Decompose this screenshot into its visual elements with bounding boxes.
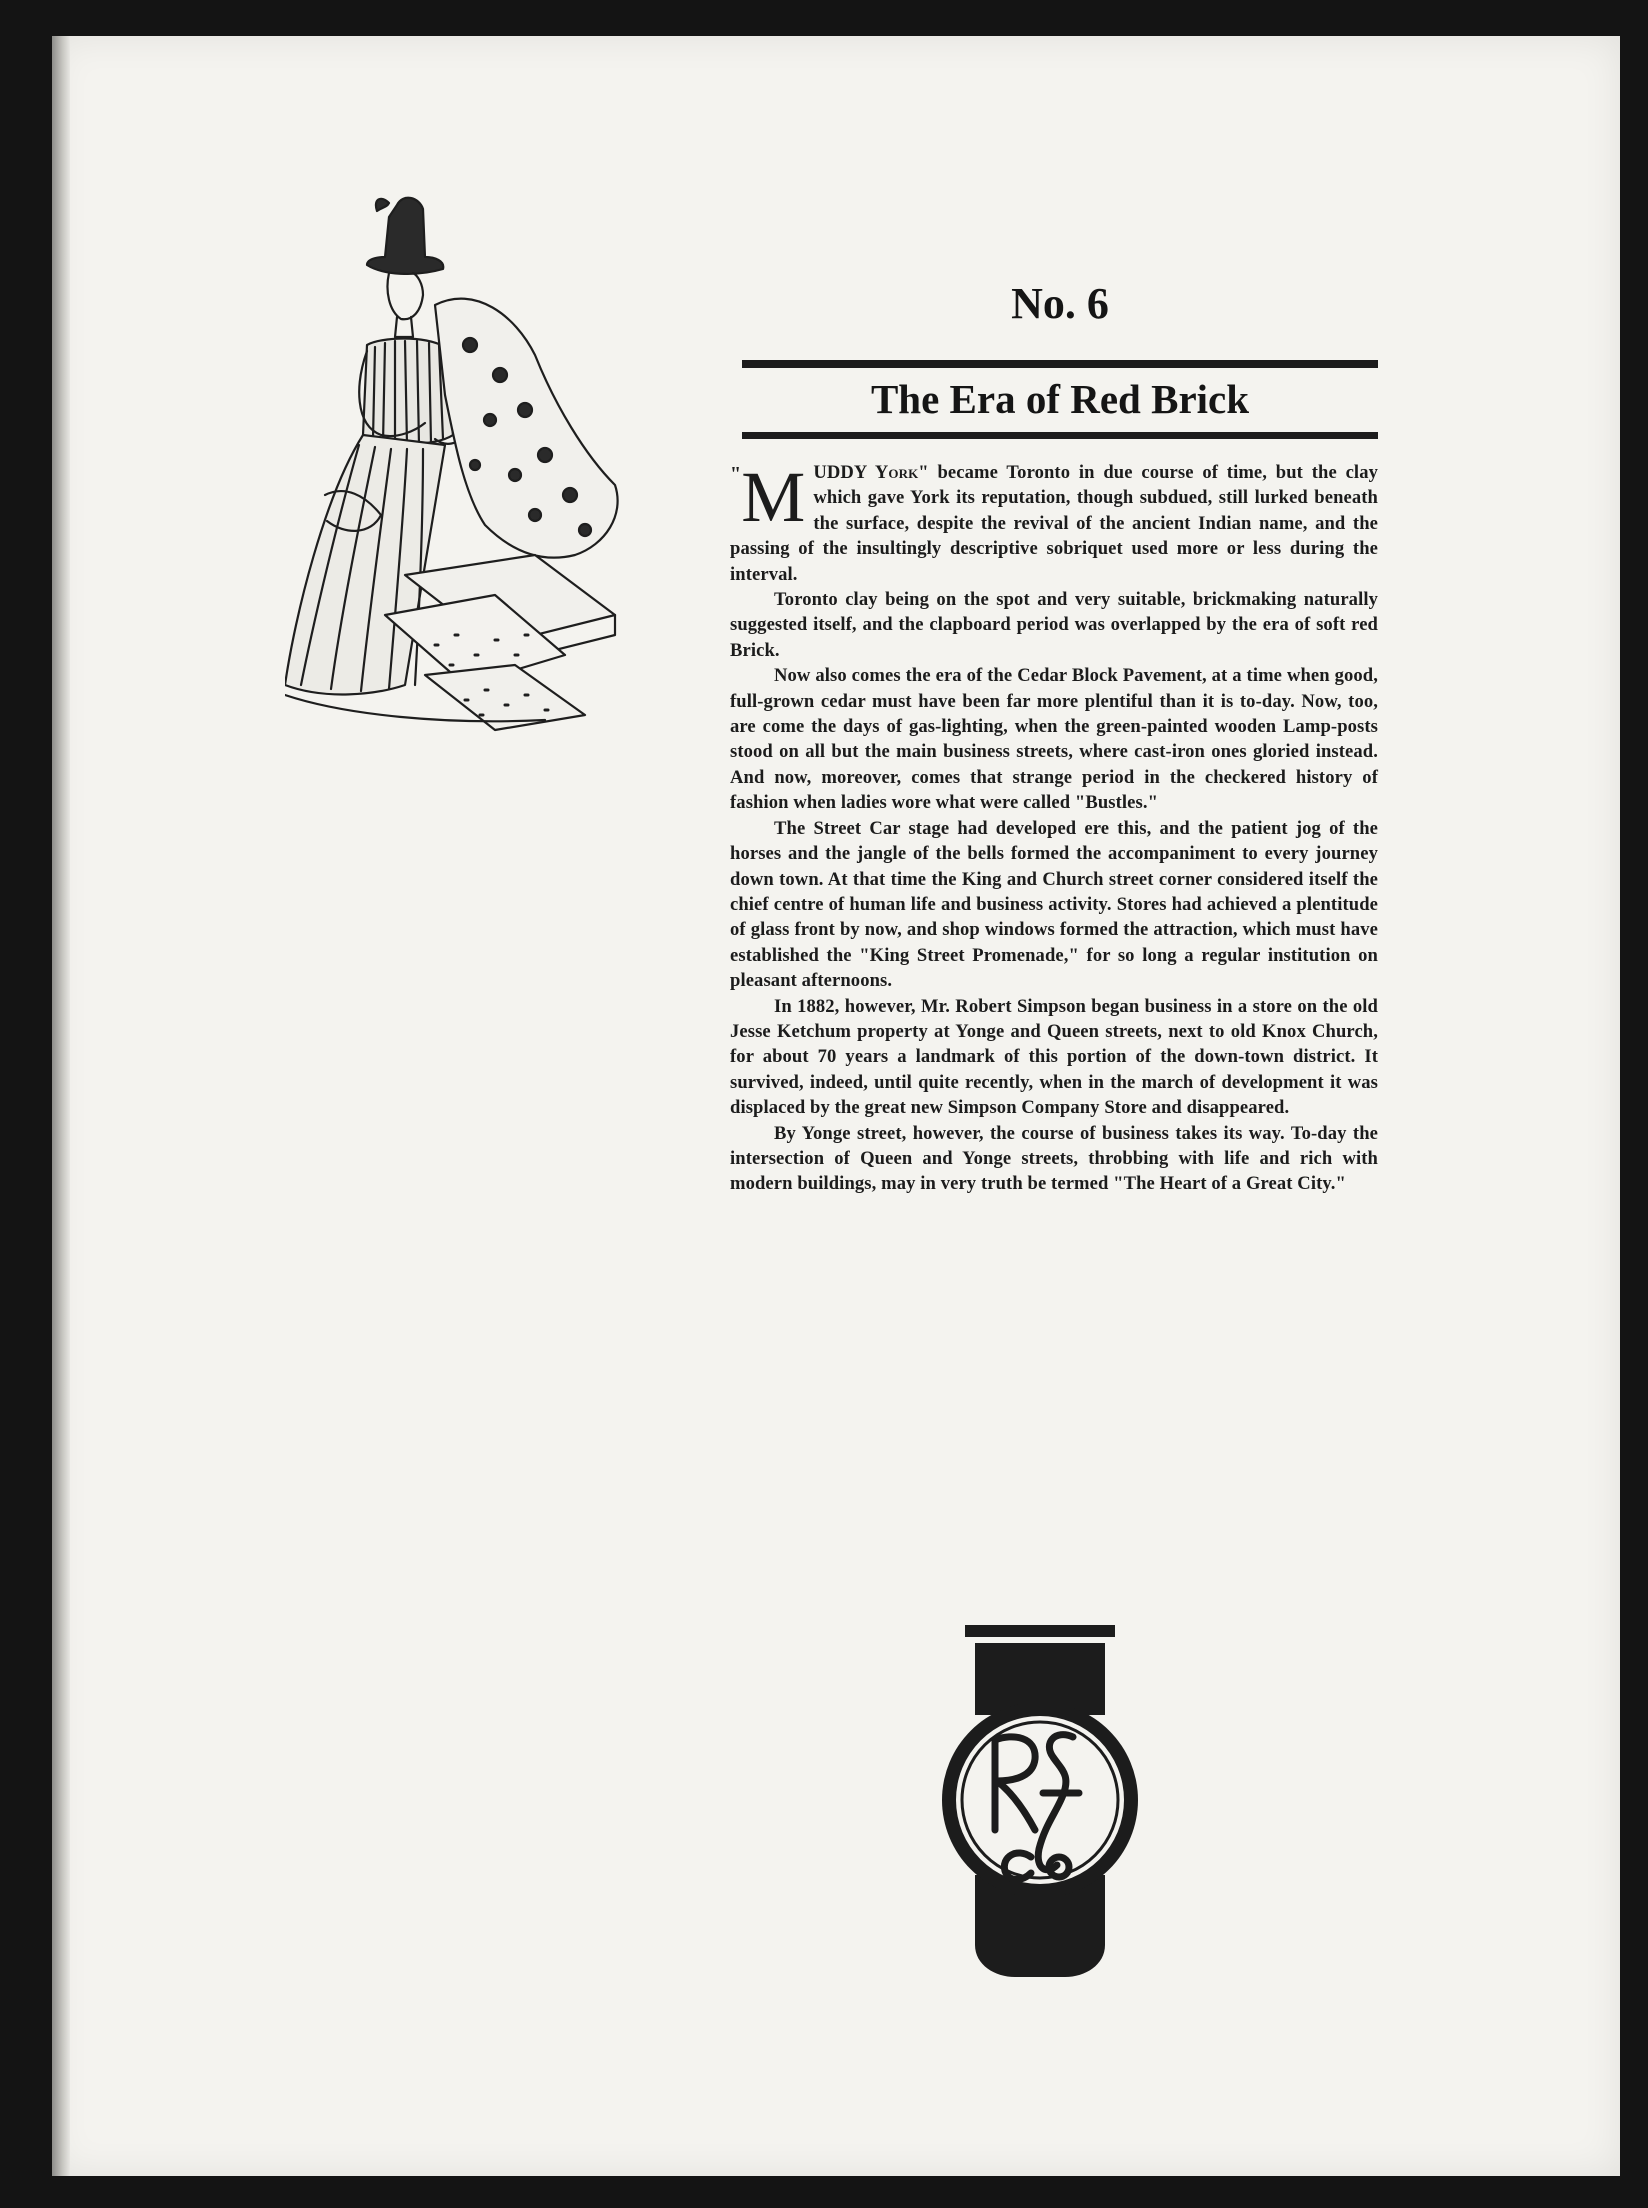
dropcap-letter: M xyxy=(741,457,806,537)
article-paragraph-2: Toronto clay being on the spot and very suitable, brickmaking naturally suggested itself, and the clapboard period was overlapped by the era of soft red Brick. xyxy=(730,589,1378,661)
chapter-number: No. 6 xyxy=(1011,279,1109,328)
chapter-title: The Era of Red Brick xyxy=(870,376,1250,422)
first-paragraph-text: became Toronto in due course of time, but the clay which gave York its reputation, though subdued, still lurked beneath the surface, despite the revival of the ancient Indian name, and the passing of the insultingly descriptive sobriquet used more or less during the interval. xyxy=(730,462,1378,585)
article-paragraph-1 xyxy=(730,457,1378,587)
victorian-lady-illustration-icon xyxy=(285,195,685,735)
page-binding-edge xyxy=(52,36,70,2176)
title-rule-top xyxy=(742,360,1378,368)
first-words: UDDY York" xyxy=(813,462,929,483)
title-rule-bottom xyxy=(742,432,1378,439)
article-paragraph-5: In 1882, however, Mr. Robert Simpson began business in a store on the old Jesse Ketchum property at Yonge and Queen streets, next to old Knox Church, for about 70 years a landmark of this portion of the down-town district. It survived, indeed, until quite recently, when in the march of development it was displaced by the great new Simpson Company Store and disappeared. xyxy=(730,995,1378,1119)
dropcap-quote: " xyxy=(730,463,742,485)
article-paragraph-4: The Street Car stage had developed ere this, and the patient jog of the horses and the jangle of the bells formed the accompaniment to every journey down town. At that time the King and Church street corner considered itself the chief centre of human life and business activity. Stores had achieved a plentitude of glass front by now, and shop windows formed the attraction, which must have established the "King Street Promenade," for so long a regular institution on pleasant afternoons. xyxy=(730,817,1378,992)
article-body xyxy=(730,457,1378,1197)
monogram-emblem-icon xyxy=(935,1625,1145,1985)
article-paragraph-3: Now also comes the era of the Cedar Block Pavement, at a time when good, full-grown cedar must have been far more plentiful than it is to-day. Now, too, are come the days of gas-lighting, when the green-painted wooden Lamp-posts stood on all but the main business streets, where cast-iron ones gloried instead. And now, moreover, comes that strange period in the checkered history of fashion when ladies wore what were called "Bustles." xyxy=(730,665,1378,814)
article-paragraph-6: By Yonge street, however, the course of business takes its way. To-day the intersection of Queen and Yonge streets, throbbing with life and rich with modern buildings, may in very truth be termed "The Heart of a Great City." xyxy=(730,1122,1378,1195)
